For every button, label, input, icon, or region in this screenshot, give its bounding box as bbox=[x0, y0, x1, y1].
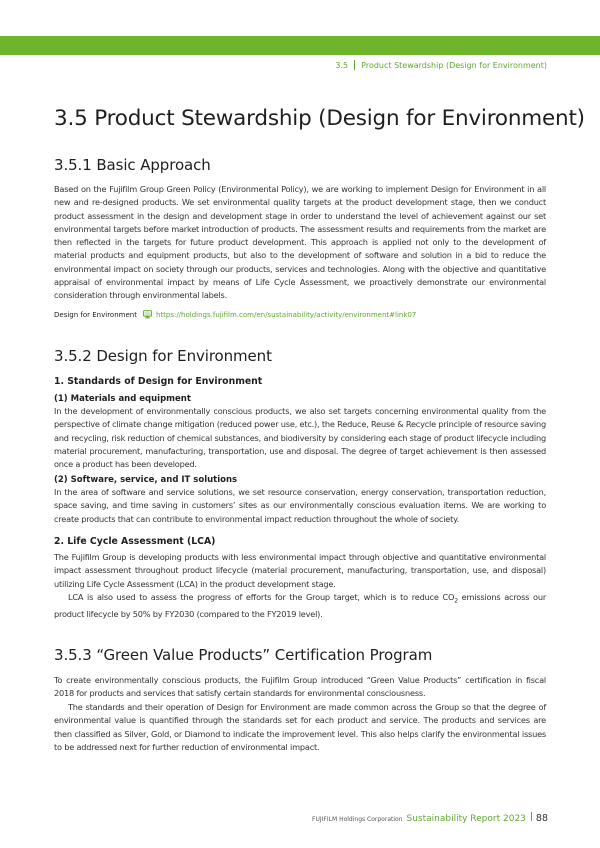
footer-report-title: Sustainability Report 2023 bbox=[406, 814, 526, 824]
footer-corporation: FUJIFILM Holdings Corporation bbox=[312, 816, 403, 823]
heading-design-for-environment: 3.5.2 Design for Environment bbox=[54, 347, 272, 365]
page-number: 88 bbox=[535, 813, 548, 824]
lca-text-a: LCA is also used to assess the progress of efforts for the Group target, which is to reduce CO bbox=[68, 592, 455, 602]
lca-paragraph-2 bbox=[54, 591, 546, 621]
environment-url-link[interactable]: https://holdings.fujifilm.com/en/sustainability/activity/environment#link07 bbox=[155, 310, 417, 319]
design-for-environment-link-row bbox=[54, 310, 416, 319]
running-head bbox=[335, 60, 547, 70]
page-title: 3.5 Product Stewardship (Design for Environment) bbox=[54, 106, 585, 131]
green-value-paragraph-2: The standards and their operation of Design for Environment are made common across the Group so that the degree of environmental value is quantified through the standards set for each product and service. The products and services are then classified as Silver, Gold, or Diamond to indicate the improvement level. This also helps clarify the environmental issues to be addressed next for further reduction of environmental impact. bbox=[54, 702, 546, 752]
heading-software-service: (2) Software, service, and IT solutions bbox=[54, 475, 238, 485]
running-head-divider bbox=[354, 60, 355, 70]
running-head-number: 3.5 bbox=[335, 61, 349, 70]
footer bbox=[312, 812, 548, 824]
monitor-icon bbox=[143, 310, 152, 319]
lca-text-b: emissions across our product lifecycle by 50% by FY2030 (compared to the FY2019 level). bbox=[54, 592, 546, 619]
heading-green-value-products: 3.5.3 “Green Value Products” Certification Program bbox=[54, 646, 433, 664]
green-value-paragraph-1: To create environmentally conscious products, the Fujifilm Group introduced “Green Value Products” certification in fiscal 2018 for products and services that satisfy certain standards for environmental consciousness. bbox=[54, 675, 546, 699]
heading-standards: 1. Standards of Design for Environment bbox=[54, 376, 263, 387]
footer-divider bbox=[531, 812, 532, 821]
running-head-title: Product Stewardship (Design for Environment) bbox=[361, 61, 547, 70]
basic-approach-paragraph: Based on the Fujifilm Group Green Policy (Environmental Policy), we are working to implement Design for Environment in all new and re-designed products. We set environmental quality targets at the product development stage, then we conduct product assessment in the design and development stage in order to understand the level of achievement against our set environmental targets before market introduction of products. The assessment results and requirements from the market are then reflected in the targets for future product development. This approach is applied not only to the development of material products and equipment products, but also to the development of software and solution in a bid to reduce the environmental impact on society through our products, services and technologies. Along with the objective and quantitative appraisal of environmental impact by means of Life Cycle Assessment, we proactively demonstrate our environmental consideration through environmental labels. bbox=[54, 184, 546, 300]
co2-subscript: 2 bbox=[454, 597, 458, 605]
software-service-paragraph: In the area of software and service solutions, we set resource conservation, energy conservation, transportation reduction, space saving, and time saving in customers’ sites as our environmentally conscious evaluation items. We are working to create products that can contribute to environmental impact reduction throughout the whole of society. bbox=[54, 487, 546, 524]
lca-paragraph-1: The Fujifilm Group is developing products with less environmental impact through objective and quantitative environmental impact assessment throughout product lifecycle (material procurement, manufacturing, transportation, use, and disposal) utilizing Life Cycle Assessment (LCA) in the product development stage. bbox=[54, 552, 546, 589]
heading-lca: 2. Life Cycle Assessment (LCA) bbox=[54, 536, 216, 547]
header-green-bar bbox=[0, 36, 600, 55]
heading-materials-equipment: (1) Materials and equipment bbox=[54, 394, 191, 404]
heading-basic-approach: 3.5.1 Basic Approach bbox=[54, 156, 211, 174]
materials-equipment-paragraph: In the development of environmentally conscious products, we also set targets concerning environmental quality from the perspective of climate change mitigation (reduced power use, etc.), the Reduce, Reuse & Recycle principle of resource saving and recycling, risk reduction of chemical substances, and biodiversity by considering each stage of product lifecycle including material procurement, manufacturing, transportation, use and disposal. The degree of target achievement is then assessed once a product has been developed. bbox=[54, 406, 546, 469]
link-label: Design for Environment bbox=[54, 310, 137, 319]
